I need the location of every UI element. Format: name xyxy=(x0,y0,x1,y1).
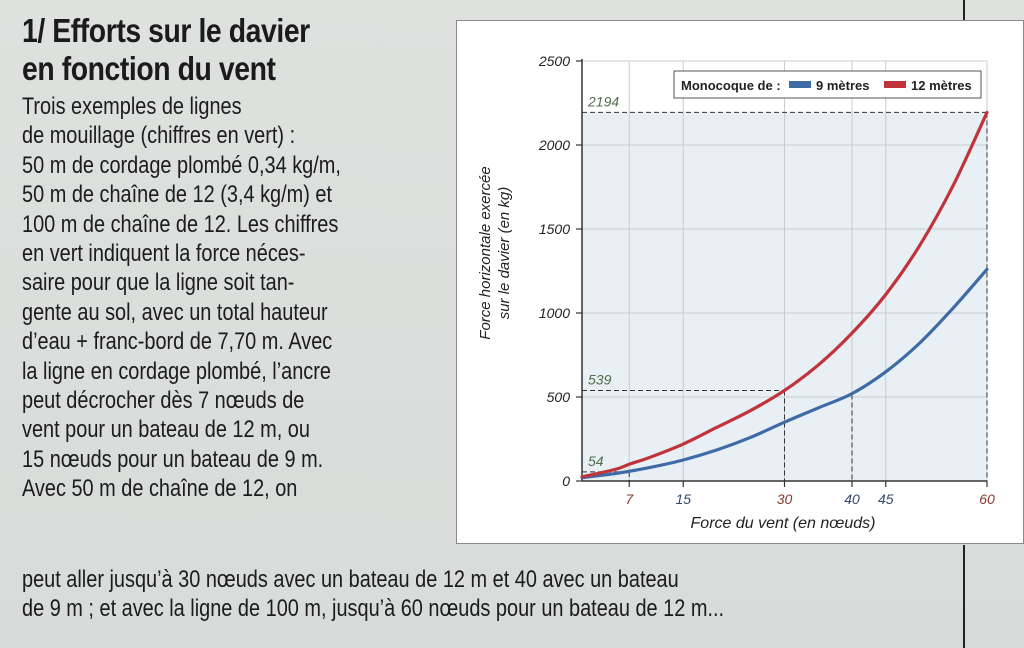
body-line: saire pour que la ligne soit tan- xyxy=(22,269,295,297)
legend-swatch-9m xyxy=(789,81,811,88)
body-line: d’eau + franc-bord de 7,70 m. Avec xyxy=(22,328,333,356)
body-line: Avec 50 m de chaîne de 12, on xyxy=(22,475,298,503)
body-line: 50 m de chaîne de 12 (3,4 kg/m) et xyxy=(22,181,333,209)
x-axis-label: Force du vent (en nœuds) xyxy=(690,515,876,532)
chart-panel xyxy=(456,20,1024,544)
body-line: peut aller jusqu’à 30 nœuds avec un bateau de 12 m et 40 avec un bateau xyxy=(22,566,679,593)
heading-line-1: 1/ Efforts sur le davier xyxy=(22,12,310,49)
legend-swatch-12m xyxy=(884,81,906,88)
annotation-label: 2194 xyxy=(588,93,620,110)
x-tick-label: 60 xyxy=(979,491,995,507)
y-tick-label: 2500 xyxy=(538,53,570,69)
body-line: la ligne en cordage plombé, l’ancre xyxy=(22,357,331,385)
body-line: de 9 m ; et avec la ligne de 100 m, jusqu’à 60 nœuds pour un bateau de 12 m... xyxy=(22,595,725,623)
body-line: 15 nœuds pour un bateau de 9 m. xyxy=(22,445,324,473)
legend-title: Monocoque de : xyxy=(681,78,781,93)
line-chart xyxy=(457,21,1023,543)
y-axis-label-line-2: sur le davier (en kg) xyxy=(496,186,513,320)
body-line: 100 m de chaîne de 12. Les chiffres xyxy=(22,210,339,238)
y-axis-label-line-1: Force horizontale exercée xyxy=(477,166,494,340)
x-tick-label: 45 xyxy=(877,491,894,507)
x-tick-label: 40 xyxy=(844,491,860,507)
y-tick-label: 500 xyxy=(546,389,570,405)
y-tick-label: 2000 xyxy=(538,137,570,153)
body-line: en vert indiquent la force néces- xyxy=(22,240,306,268)
body-line: 50 m de cordage plombé 0,34 kg/m, xyxy=(22,151,341,179)
heading-line-2: en fonction du vent xyxy=(22,50,276,87)
y-tick-label: 0 xyxy=(562,473,570,489)
body-line: peut décrocher dès 7 nœuds de xyxy=(22,387,305,415)
article-body-continued xyxy=(22,565,977,624)
legend-label-12m: 12 mètres xyxy=(911,78,972,93)
body-line: de mouillage (chiffres en vert) : xyxy=(22,122,296,150)
x-tick-label: 30 xyxy=(776,491,793,507)
body-line: vent pour un bateau de 12 m, ou xyxy=(22,416,310,444)
x-tick-label: 15 xyxy=(675,491,692,507)
annotation-label: 539 xyxy=(588,371,612,388)
annotation-label: 54 xyxy=(588,452,604,469)
y-tick-label: 1500 xyxy=(538,221,570,237)
article-body xyxy=(22,92,454,504)
body-line: Trois exemples de lignes xyxy=(22,93,242,120)
x-tick-label: 7 xyxy=(625,491,634,507)
body-line: gente au sol, avec un total hauteur xyxy=(22,298,328,326)
y-tick-label: 1000 xyxy=(538,305,570,321)
legend-label-9m: 9 mètres xyxy=(816,78,870,93)
legend xyxy=(674,71,981,98)
article-heading xyxy=(22,12,392,88)
